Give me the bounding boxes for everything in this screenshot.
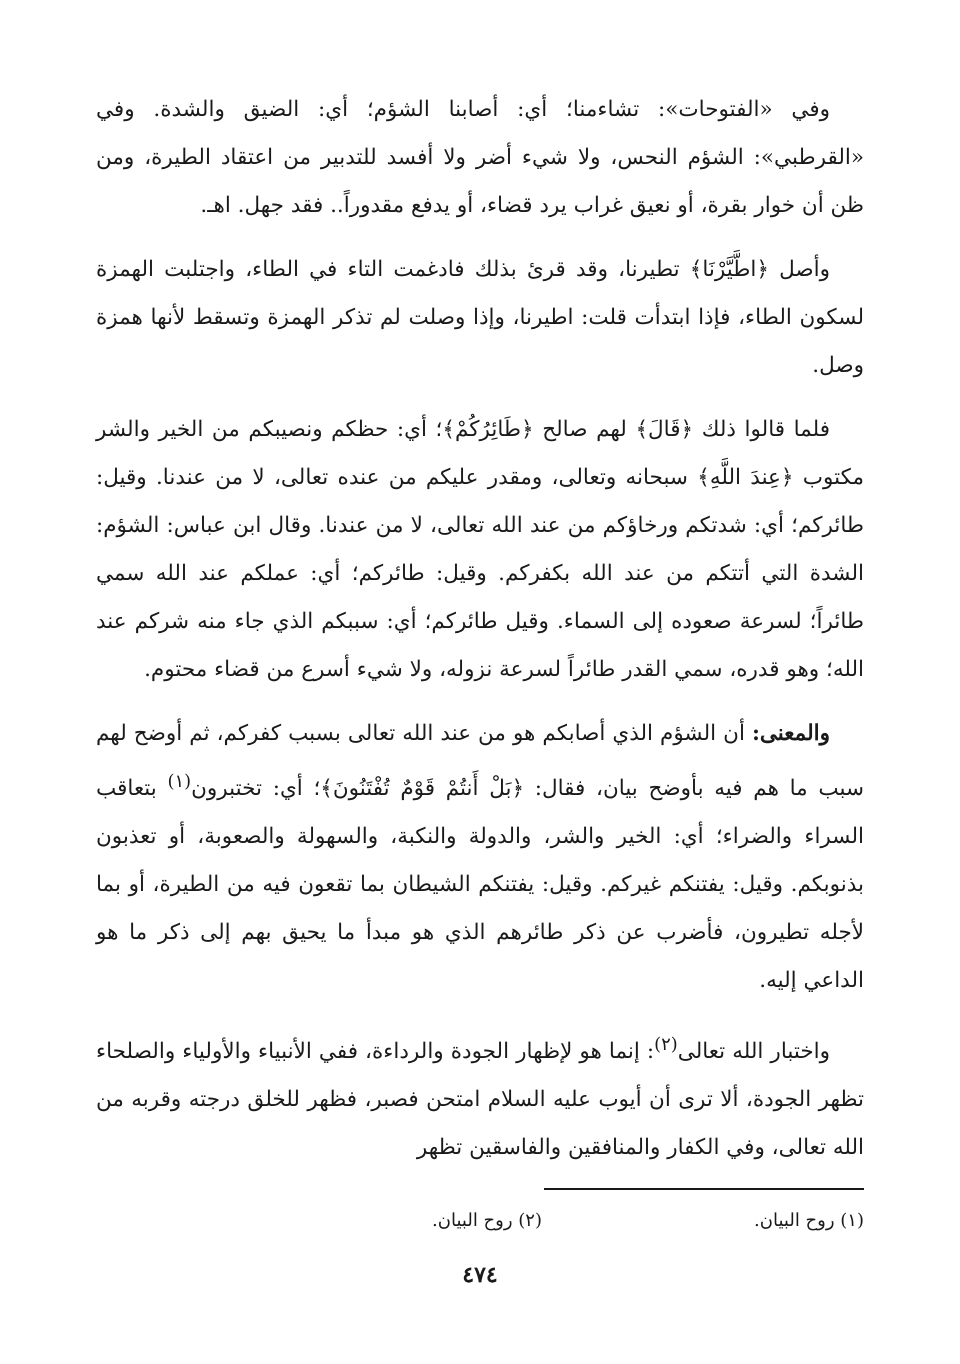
test-text-b: : إنما هو لإظهار الجودة والرداءة، ففي الأنبياء والأولياء والصلحاء تظهر الجودة، ألا ترى أن أيوب عليه السلام امتحن فصبر، فظهر للخلق درجته وقربه من الله تعالى، وفي الكفار والمنافقين والفاسقين تظهر [96, 1039, 864, 1161]
paragraph-origin-ittayyarna: وأصل ﴿اطَّيَّرْنَا﴾ تطيرنا، وقد قرئ بذلك فادغمت التاء في الطاء، واجتلبت الهمزة لسكون الطاء، فإذا ابتدأت قلت: اطيرنا، وإذا وصلت لم تذكر الهمزة وتسقط لأنها همزة وصل. [96, 257, 864, 378]
footnote-marker-2: (٢) [654, 1034, 678, 1056]
footnote-2: (٢) روح البيان. [432, 1210, 542, 1231]
page-number: ٤٧٤ [462, 1262, 498, 1288]
quran-verse: ﴿بَلْ أَنتُمْ قَوْمٌ تُفْتَنُونَ﴾ [320, 776, 525, 802]
paragraph-divine-test [96, 1021, 864, 1172]
footnote-marker-1: (١) [167, 771, 192, 792]
meaning-text-a: أن الشؤم الذي أصابكم هو من عند الله تعالى بسبب كفركم، ثم أوضح لهم سبب ما هم فيه بأوضح بيان، فقال: [96, 721, 864, 802]
paragraph-meaning [96, 710, 864, 1005]
test-text-a: واختبار الله تعالى [677, 1039, 830, 1065]
paragraph-futuhat: وفي «الفتوحات»: تشاءمنا؛ أي: أصابنا الشؤم؛ أي: الضيق والشدة. وفي «القرطبي»: الشؤم النحس، ولا شيء أضر ولا أفسد للتدبير من اعتقاد الطيرة، ومن ظن أن خوار بقرة، أو نعيق غراب يرد قضاء، أو يدفع مقدوراً.. فقد جهل. اهـ. [96, 97, 864, 218]
page-body [96, 86, 864, 1188]
footnote-1: (١) روح البيان. [754, 1210, 864, 1231]
meaning-lead: والمعنى: [751, 721, 830, 746]
footnote-rule-line [544, 1188, 864, 1190]
meaning-text-c: بتعاقب السراء والضراء؛ أي: الخير والشر، والدولة والنكبة، والسهولة والصعوبة، أو تعذبون بذنوبكم. وقيل: يفتنكم غيركم. وقيل: يفتنكم الشيطان بما تقعون فيه من الطيرة، أو بما لأجله تطيرون، فأضرب عن ذكر طائرهم الذي هو مبدأ ما يحيق بهم إلى ذكر ما هو الداعي إليه. [96, 776, 864, 994]
meaning-text-b: ؛ أي: تختبرون [191, 776, 321, 802]
paragraph-salih-reply: فلما قالوا ذلك ﴿قَالَ﴾ لهم صالح ﴿طَائِرُكُمْ﴾؛ أي: حظكم ونصيبكم من الخير والشر مكتوب ﴿عِندَ اللَّهِ﴾ سبحانه وتعالى، ومقدر عليكم من عنده تعالى، لا من عندنا. وقيل: طائركم؛ أي: شدتكم ورخاؤكم من عند الله تعالى، لا من عندنا. وقال ابن عباس: الشؤم: الشدة التي أتتكم من عند الله بكفركم. وقيل: طائركم؛ أي: عملكم عند الله سمي طائراً؛ لسرعة صعوده إلى السماء. وقيل طائركم؛ أي: سببكم الذي جاء منه شركم عند الله؛ وهو قدره، سمي القدر طائراً لسرعة نزوله، ولا شيء أسرع من قضاء محتوم. [96, 417, 864, 682]
